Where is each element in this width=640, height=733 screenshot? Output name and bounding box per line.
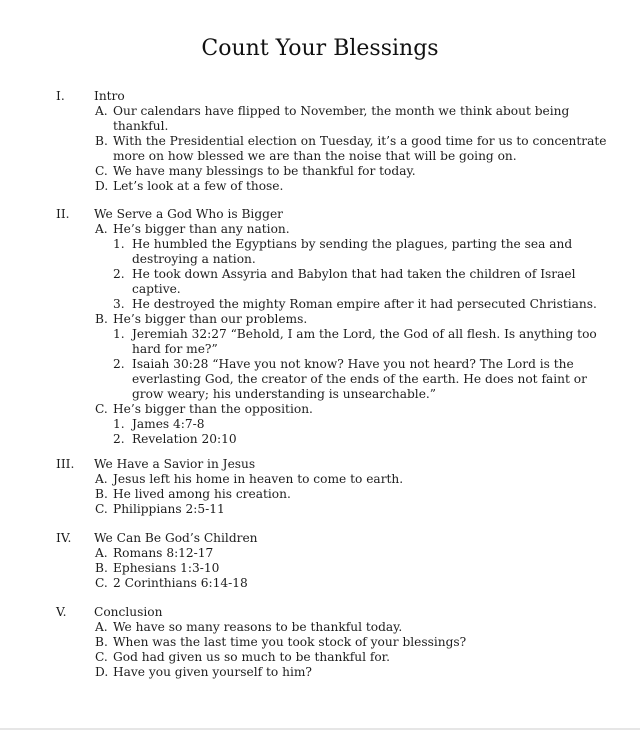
subpoint-text: Isaiah 30:28 “Have you not know? Have you not heard? The Lord is the (132, 357, 574, 371)
point-text: Ephesians 1:3-10 (113, 561, 220, 575)
point-text: Our calendars have flipped to November, the month we think about being (113, 104, 570, 118)
point-text: Jesus left his home in heaven to come to earth. (113, 472, 404, 486)
subpoint-marker: 3. (113, 297, 125, 311)
subpoint-text: destroying a nation. (132, 252, 256, 266)
subpoint-text: captive. (132, 282, 181, 296)
point-marker: B. (95, 487, 108, 501)
section-numeral: II. (56, 207, 70, 221)
point-text: thankful. (113, 119, 169, 133)
point-text: With the Presidential election on Tuesday, it’s a good time for us to concentrate (113, 134, 607, 148)
page-title: Count Your Blessings (201, 36, 439, 61)
point-marker: A. (95, 104, 108, 118)
section-heading: Conclusion (94, 605, 163, 619)
subpoint-text: Jeremiah 32:27 “Behold, I am the Lord, the God of all flesh. Is anything too (132, 327, 597, 341)
point-marker: A. (95, 620, 108, 634)
subpoint-text: Revelation 20:10 (132, 432, 237, 446)
point-text: He’s bigger than any nation. (113, 222, 290, 236)
point-marker: C. (95, 164, 108, 178)
point-text: We have many blessings to be thankful for today. (113, 164, 416, 178)
point-marker: A. (95, 472, 108, 486)
section-numeral: III. (56, 457, 75, 471)
subpoint-marker: 2. (113, 432, 125, 446)
point-marker: C. (95, 502, 108, 516)
point-text: Let’s look at a few of those. (113, 179, 284, 193)
point-marker: B. (95, 635, 108, 649)
section-numeral: IV. (56, 531, 72, 545)
point-text: He lived among his creation. (113, 487, 291, 501)
point-marker: A. (95, 222, 108, 236)
point-text: more on how blessed we are than the noise that will be going on. (113, 149, 517, 163)
point-marker: B. (95, 312, 108, 326)
subpoint-marker: 1. (113, 237, 125, 251)
point-text: 2 Corinthians 6:14-18 (113, 576, 248, 590)
point-text: He’s bigger than the opposition. (113, 402, 313, 416)
subpoint-marker: 2. (113, 267, 125, 281)
subpoint-text: grow weary; his understanding is unsearchable.” (132, 387, 437, 401)
section-heading: We Have a Savior in Jesus (94, 457, 256, 471)
subpoint-marker: 2. (113, 357, 125, 371)
point-marker: D. (95, 179, 109, 193)
point-marker: C. (95, 402, 108, 416)
subpoint-text: He humbled the Egyptians by sending the plagues, parting the sea and (132, 237, 573, 251)
point-text: Philippians 2:5-11 (113, 502, 225, 516)
point-text: Romans 8:12-17 (113, 546, 214, 560)
subpoint-text: He took down Assyria and Babylon that had taken the children of Israel (132, 267, 576, 281)
point-text: We have so many reasons to be thankful today. (113, 620, 403, 634)
section-heading: We Can Be God’s Children (94, 531, 258, 545)
subpoint-text: James 4:7-8 (132, 417, 205, 431)
point-text: When was the last time you took stock of your blessings? (113, 635, 467, 649)
point-marker: B. (95, 134, 108, 148)
point-text: God had given us so much to be thankful for. (113, 650, 391, 664)
subpoint-text: everlasting God, the creator of the ends of the earth. He does not faint or (132, 372, 587, 386)
subpoint-text: He destroyed the mighty Roman empire after it had persecuted Christians. (132, 297, 597, 311)
subpoint-text: hard for me?” (132, 342, 218, 356)
point-marker: B. (95, 561, 108, 575)
section-heading: We Serve a God Who is Bigger (94, 207, 283, 221)
point-marker: A. (95, 546, 108, 560)
section-numeral: I. (56, 89, 65, 103)
page-edge (0, 728, 640, 730)
subpoint-marker: 1. (113, 417, 125, 431)
point-text: He’s bigger than our problems. (113, 312, 308, 326)
point-marker: C. (95, 650, 108, 664)
point-marker: C. (95, 576, 108, 590)
point-marker: D. (95, 665, 109, 679)
point-text: Have you given yourself to him? (113, 665, 312, 679)
subpoint-marker: 1. (113, 327, 125, 341)
section-heading: Intro (94, 89, 125, 103)
section-numeral: V. (56, 605, 67, 619)
